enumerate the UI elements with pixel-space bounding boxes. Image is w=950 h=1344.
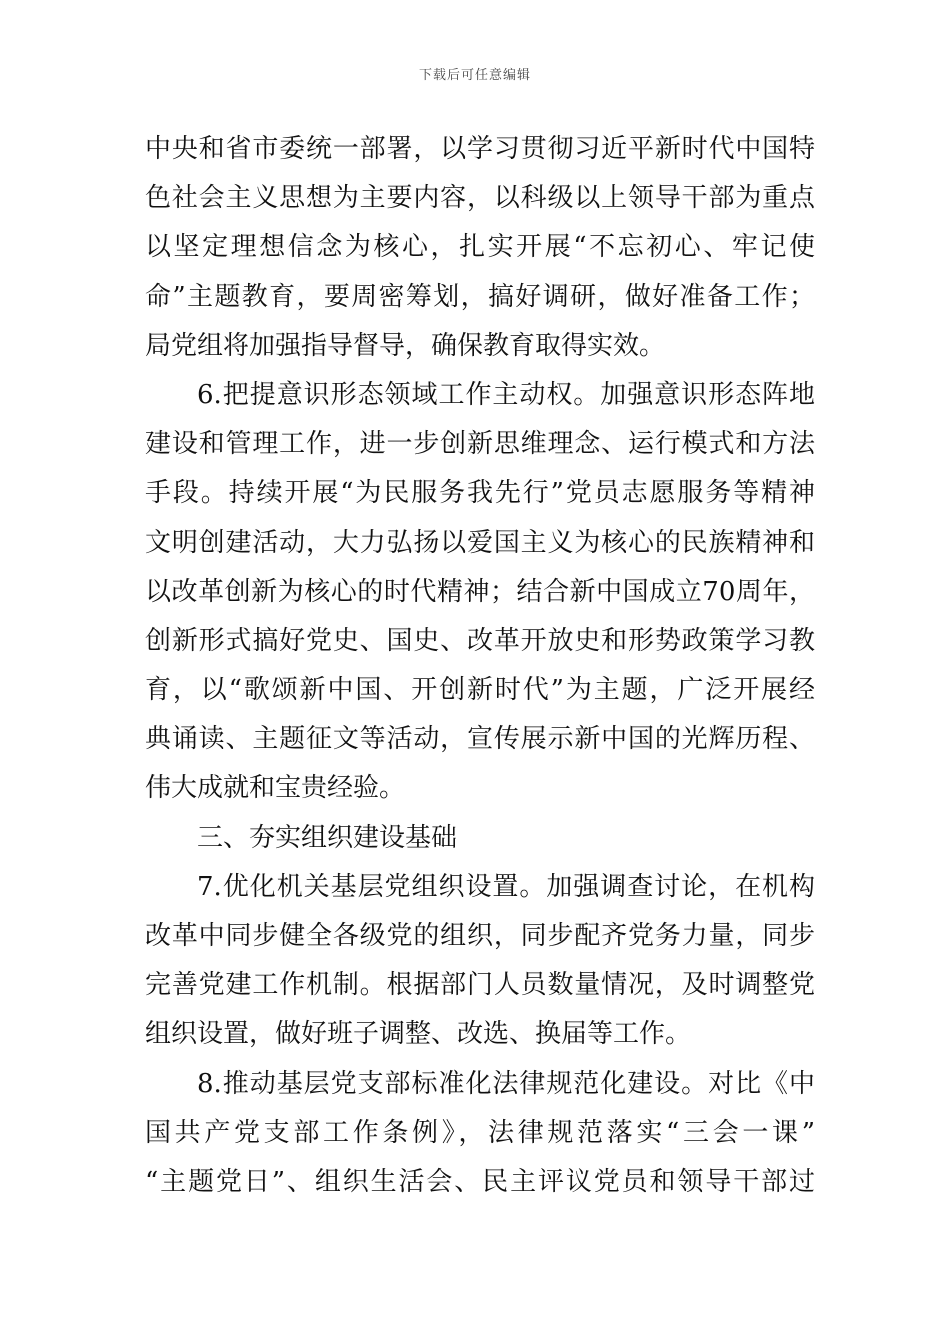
text-line: 国共产党支部工作条例》，法律规范落实“三会一课” [145,1117,815,1148]
text-line: 7.优化机关基层党组织设置。加强调查讨论，在机构 [197,871,815,902]
text-line: 8.推动基层党支部标准化法律规范化建设。对比《中 [197,1068,815,1099]
text-line: “主题党日”、组织生活会、民主评议党员和领导干部过 [145,1166,815,1197]
text-line: 建设和管理工作，进一步创新思维理念、运行模式和方法 [145,429,815,460]
document-body [145,125,815,1207]
text-line: 以改革创新为核心的时代精神；结合新中国成立70周年， [145,576,815,607]
text-line: 创新形式搞好党史、国史、改革开放史和形势政策学习教 [145,625,815,656]
text-line: 局党组将加强指导督导，确保教育取得实效。 [145,330,666,361]
text-line: 三、夯实组织建设基础 [197,822,458,853]
text-line: 育，以“歌颂新中国、开创新时代”为主题，广泛开展经 [145,675,815,706]
text-line: 6.把提意识形态领域工作主动权。加强意识形态阵地 [197,379,815,410]
text-line: 手段。持续开展“为民服务我先行”党员志愿服务等精神 [145,478,815,509]
text-line: 中央和省市委统一部署，以学习贯彻习近平新时代中国特 [145,134,815,164]
text-line: 典诵读、主题征文等活动，宣传展示新中国的光辉历程、 [145,724,815,755]
page-header: 下载后可任意编辑 [418,68,531,83]
text-line: 色社会主义思想为主要内容，以科级以上领导干部为重点 [145,183,815,214]
text-line: 完善党建工作机制。根据部门人员数量情况，及时调整党 [145,970,815,1001]
text-line: 命”主题教育，要周密筹划，搞好调研，做好准备工作； [145,281,815,312]
text-line: 改革中同步健全各级党的组织，同步配齐党务力量，同步 [145,921,815,951]
text-line: 文明创建活动，大力弘扬以爱国主义为核心的民族精神和 [145,527,815,558]
text-line: 以坚定理想信念为核心，扎实开展“不忘初心、牢记使 [145,232,815,263]
text-line: 伟大成就和宝贵经验。 [145,773,406,804]
text-line: 组织设置，做好班子调整、改选、换届等工作。 [145,1019,692,1050]
